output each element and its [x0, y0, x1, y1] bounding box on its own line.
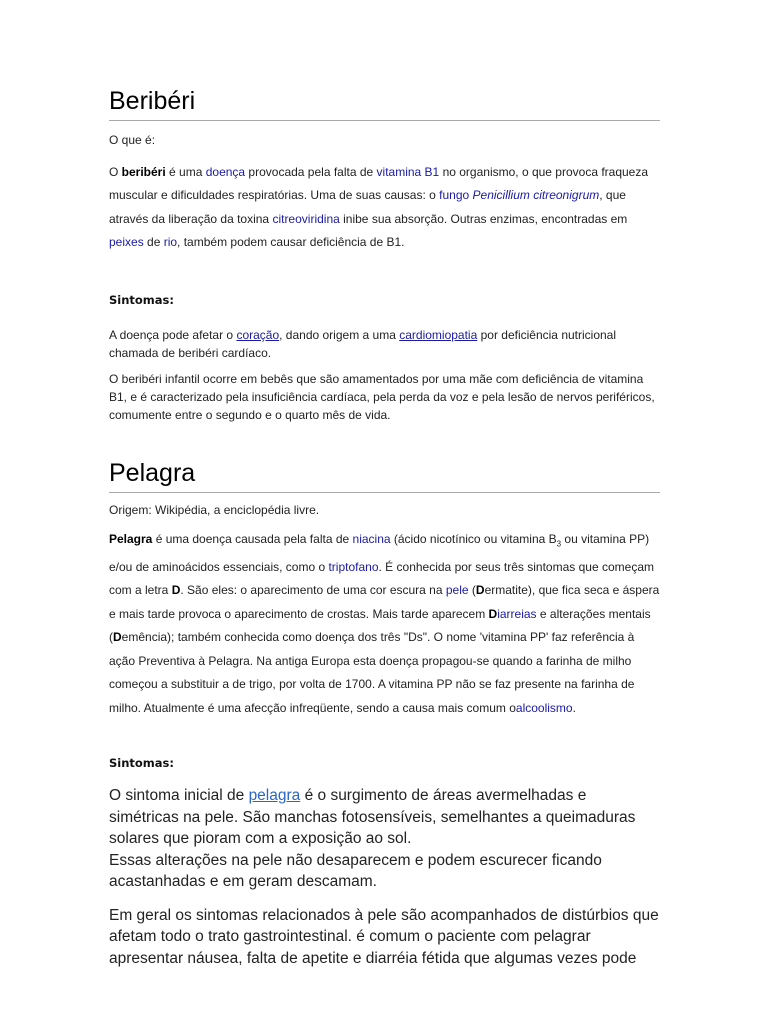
pelagra-paragraph	[109, 528, 660, 720]
text: A doença pode afetar o	[109, 327, 237, 342]
text: inibe sua absorção. Outras enzimas, encontradas em	[339, 211, 628, 226]
term-pelagra: Pelagra	[109, 532, 153, 546]
link-fungo[interactable]: fungo	[439, 188, 470, 202]
text: . É conhecida por seus três sintomas que começam com a letra	[109, 559, 654, 598]
bold-letter: D	[475, 583, 485, 598]
text: é uma doença causada pela falta de	[152, 532, 353, 546]
link-penicillium[interactable]: Penicillium citreonigrum	[472, 188, 600, 202]
beriberi-paragraph	[109, 161, 660, 255]
beriberi-what-is: O que é:	[109, 133, 156, 147]
beriberi-symptom-2: O beribéri infantil ocorre em bebês que são amamentados por uma mãe com deficiência de vitamina B1, e é caracterizado pela insuficiência cardíaca, pela perda da voz e pela lesão de nervos periféricos, comumente entre o segundo e o quarto mês de vida.	[109, 371, 655, 422]
beriberi-title: Beribéri	[109, 86, 660, 121]
link-coracao[interactable]: coração	[236, 327, 280, 342]
beriberi-symptom-1	[109, 326, 660, 362]
pelagra-symptom-2: Em geral os sintomas relacionados à pele são acompanhados de distúrbios que afetam todo o trato gastrointestinal. é comum o paciente com pelagrar apresentar náusea, falta de apetite e diarréia fétida que algumas vezes pode	[109, 906, 659, 967]
pelagra-origin: Origem: Wikipédia, a enciclopédia livre.	[109, 502, 320, 517]
link-alcoolismo[interactable]: alcoolismo	[515, 700, 573, 715]
text: O	[109, 164, 122, 179]
text: ou vitamina PP) e/ou de aminoácidos essenciais, como o	[109, 532, 650, 574]
text: é o surgimento de áreas avermelhadas e simétricas na pele. São manchas fotosensíveis, semelhantes a queimaduras solares que pioram com a exposição ao sol.	[109, 787, 636, 848]
text: é uma	[165, 164, 206, 179]
text: , também podem causar deficiência de B1.	[177, 235, 405, 249]
link-cardiomiopatia[interactable]: cardiomiopatia	[399, 327, 478, 342]
text: (ácido nicotínico ou vitamina B	[390, 532, 557, 546]
text: ermatite), que fica seca e áspera e mais tarde provoca o aparecimento de crostas. Mais tarde aparecem	[109, 583, 660, 621]
link-niacina[interactable]: niacina	[352, 532, 391, 546]
pelagra-symptom-1	[109, 785, 660, 893]
link-pele[interactable]: pele	[445, 583, 469, 598]
link-doenca[interactable]: doença	[205, 164, 246, 179]
text: e alterações mentais (	[109, 606, 651, 645]
bold-letter: D	[171, 583, 181, 598]
text: Essas alterações na pele não desaparecem e podem escurecer ficando acastanhadas e em geram descamam.	[109, 851, 602, 891]
beriberi-symptoms-heading: Sintomas:	[109, 292, 174, 307]
text: , que através da liberação da toxina	[109, 188, 626, 226]
text: no organismo, o que provoca fraqueza muscular e dificuldades respiratórias. Uma de suas causas: o	[109, 164, 649, 202]
text: , dando origem a uma	[279, 327, 400, 342]
term-beriberi: beribéri	[121, 164, 166, 179]
link-vitamina-b1[interactable]: vitamina B1	[376, 164, 440, 179]
bold-letter: D	[113, 630, 122, 645]
text: . São eles: o aparecimento de uma cor escura na	[180, 583, 446, 598]
document-content	[109, 86, 660, 969]
link-citreoviridina[interactable]: citreoviridina	[272, 211, 340, 226]
pelagra-symptoms-heading: Sintomas:	[109, 756, 174, 771]
text: provocada pela falta de	[245, 164, 377, 179]
link-rio[interactable]: rio	[163, 235, 178, 249]
link-pelagra[interactable]: pelagra	[248, 787, 301, 805]
link-peixes[interactable]: peixes	[109, 235, 144, 249]
subscript-3: 3	[556, 539, 562, 549]
text: O sintoma inicial de	[109, 787, 249, 805]
text: emência); também conhecida como doença dos três "Ds". O nome 'vitamina PP' faz referência à ação Preventiva à Pelagra. Na antiga Europa esta doença propagou-se quando a farinha de milho começou a substituir a de trigo, por volta de 1700. A vitamina PP não se faz presente na farinha de milho. Atualmente é uma afecção infreqüente, sendo a causa mais comum o	[109, 630, 635, 715]
link-triptofano[interactable]: triptofano	[328, 559, 379, 574]
text: de	[143, 235, 164, 249]
bold-letter: D	[488, 606, 498, 621]
text: por deficiência nutricional chamada de beribéri cardíaco.	[109, 327, 617, 360]
pelagra-title: Pelagra	[109, 458, 660, 493]
link-diarreias[interactable]: iarreias	[497, 606, 537, 621]
text: .	[572, 700, 576, 715]
text: (	[468, 583, 476, 598]
